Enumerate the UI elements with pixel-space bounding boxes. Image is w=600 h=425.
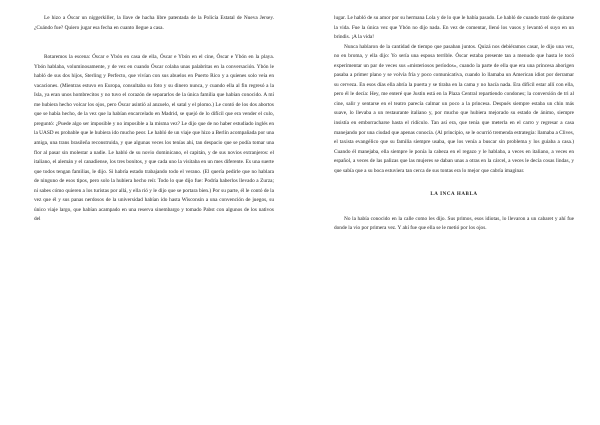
left-paragraph-2: Rotaremos la escena: Óscar e Ybón en casa de ella, Óscar e Ybón en el cine, Óscar e Ybón en la playa. Ybón hablaba, voluminosamente, y de vez en cuando Óscar colaba unas palabritas en la conversación. Ybón le habló de sus dos hijos, Sterling y Perfecto, que vivían con sus abuelos en Puerto Rico y a quienes solo veía en vacaciones. (Mientras estuvo en Europa, consultaba su foto y su dinero nunca, y cuando ella al fin regresó a la Isla, ya eran unos hombrecitos y no tuvo el corazón de separarlos de la única familia que habían conocido. A mí me hubiera hecho volcar los ojos, pero Óscar asintió al anzuelo, el satal y el plomo.) Le contó de los dos abortos que se había hecho, de la vez que la habían encarcelado en Madrid, se quejó de lo difícil que era vender el culo, preguntó: ¿Puede algo ser imposible y no imposible a la misma vez? Le dijo que de no haber estudiado inglés en la UASD es probable que le hubiera ido mucho peor. Le habló de un viaje que hizo a Berlín acompañada por una amiga, una trans brasileña reconstruida, y que algunas veces los tenías ahí, tan despacio que se podía tomar una flor al pasar sin molestar a nadie. Le habló de su novio dominicano, el capitán, y de sus novios extranjeros: el italiano, el alemán y el canadiense, los tres bonitos, y que cada uno la visitaba en un mes diferente. Es una suerte que todos tengan familias, le dijo. Si habría estado trabajando todo el verano. (El quería pedirle que no hablara de ninguno de esos tipos, pero solo la hubiera hecho reír. Todo lo que dijo fue: Podría haberlos llevado a Zurza; ni sabes cómo quieren a los turistas por allá, y ella rió y le dijo que se portara bien.) Por su parte, él le contó de la vez que él y sus panas nerdosos de la universidad habían ido hasta Wisconsin a una convención de juegos, su único viaje largo, que habían acampado en una reserva sinembargo y tomado Pabst con algunos de los nativos del [34,54,274,223]
right-page [334,14,574,234]
right-closing-paragraph: No la había conocido en la calle como les dijo. Sus primos, esos idiotas, lo llevaron a un cabaret y ahí fue donde la vio por primera vez. Y ahí fue que ella se le metió por los ojos. [334,215,574,232]
section-title: LA INCA HABLA [430,192,478,198]
section-break [34,33,274,53]
left-page [34,14,274,225]
right-paragraph-1: lugar. Le habló de su amor por su hermana Lola y de lo que le había pasado. Le habló de cuando trató de quitarse la vida. Fue la única vez que Ybón no dijo nada. En vez de comentar, llenó los vasos y levantó el suyo en un brindis. ¡A la vida! [334,15,574,41]
right-paragraph-2: Nunca hablaron de la cantidad de tiempo que pasaban juntos. Quizá nos debiéramos casar, le dijo una vez, no en broma, y ella dijo: Yo sería una esposa terrible. Óscar estaba presente tan a menudo que hasta le tocó experimentar un par de veces sus «misteriosos períodos», cuando la parte de ella que era una princesa aborigen pasaba a primer plano y se volvía fría y poco comunicativa, cuando lo llamaba un American idiot por derramar su cerveza. En esos días ella abría la puerta y se tiraba en la cama y no hacía nada. Era difícil estar allí con ella, pero él le decía: Hey, me enteré que Justin está en la Plaza Central repartiendo condones; la conversión de tri al cine, salir y sentarse en el teatro parecía calmar un poco a la princesa. Después siempre estaba un chin más suave, lo llevaba a un restaurante italiano y, por mucho que hubiera mejorado su estado de ánimo, siempre insistía en emborracharse hasta el ridículo. Tan así era, que tenía que meterla en el carro y regresar a casa manejando por una ciudad que apenas conocía. (Al principio, se le ocurrió tremenda estrategia: llamaba a Clives, el taxista evangélico que su familia siempre usaba, que los venía a buscar sin problema y los guiaba a casa.) Cuando él manejaba, ella siempre le ponía la cabeza en el regazo y le hablaba, a veces en italiano, a veces en español, a veces de las palizas que las mujeres se daban unas a otras en la cárcel, a veces le decía cosas lindas, y que sabía que a su boca estuviera tan cerca de sus tontas era lo mejor que cabría imaginar. [334,43,574,174]
left-paragraph-1: Le hizo a Óscar un niggerkiller, la llave de hacha libre patentada de la Policía Estatal de Nueva Jersey. ¿Cuándo fue? Quiero jugar esa fecha en cuanto llegue a casa. [34,15,274,31]
